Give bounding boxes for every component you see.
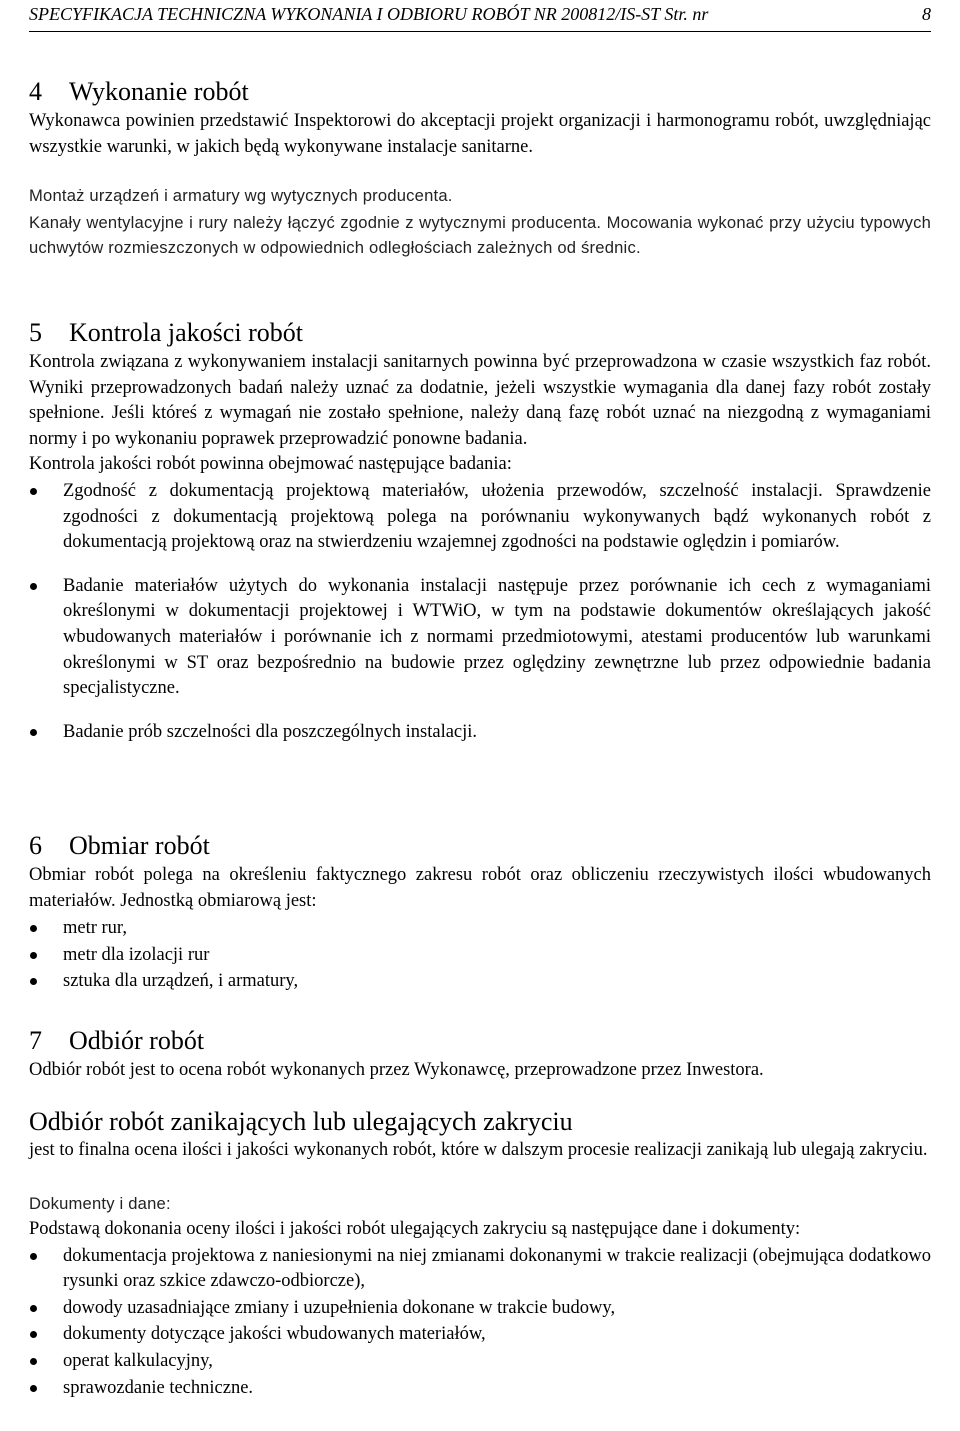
bullet-icon — [30, 1385, 37, 1392]
paragraph: Dokumenty i dane: — [29, 1194, 171, 1213]
section-title: Kontrola jakości robót — [69, 318, 303, 347]
list-item: dokumentacja projektowa z naniesionymi na niej zmianami dokonanymi w trakcie realizacji (obejmująca dodatkowo rysunki oraz szkice zdawczo-odbiorcze), — [29, 1244, 931, 1295]
list-item: dowody uzasadniające zmiany i uzupełnienia dokonane w trakcie budowy, — [29, 1296, 931, 1322]
list-item: operat kalkulacyjny, — [29, 1349, 931, 1375]
paragraph: Kontrola związana z wykonywaniem instalacji sanitarnych powinna być przeprowadzona w czasie wszystkich faz robót. Wyniki przeprowadzonych badań należy uznać za dodatnie, jeżeli wszystkie wymagania dla danej fazy robót zostały spełnione. Jeśli któreś z wymagań nie zostało spełnione, należy daną fazę robót uznać na niezgodną z wymaganiami normy i po wykonaniu poprawek przeprowadzić ponowne badania. — [29, 352, 931, 449]
bullet-icon — [30, 488, 37, 495]
bullet-icon — [30, 583, 37, 590]
paragraph: Kanały wentylacyjne i rury należy łączyć zgodnie z wytycznymi producenta. Mocowania wykonać przy użyciu typowych uchwytów rozmieszczonych w odpowiednich odległościach zależnych od średnic. — [29, 212, 931, 258]
section-6 — [29, 830, 931, 995]
bullet-icon — [30, 1331, 37, 1338]
documents-block — [29, 1217, 931, 1401]
bullet-icon — [30, 1253, 37, 1260]
list-item: metr dla izolacji rur — [29, 943, 931, 969]
list-item: sprawozdanie techniczne. — [29, 1376, 931, 1402]
section-4 — [29, 76, 931, 160]
list-item: Badanie materiałów użytych do wykonania instalacji następuje przez porównanie ich cech z wymaganiami określonymi w dokumentacji projektowej i WTWiO, w tym na podstawie dokumentów określających jakość wbudowanych materiałów i porównanie ich z normami przedmiotowymi, atestami producentów lub warunkami określonymi w ST oraz bezpośrednio na budowie przez oględziny zewnętrzne lub przez odpowiednie badania specjalistyczne. — [29, 574, 931, 702]
paragraph: Odbiór robót jest to ocena robót wykonanych przez Wykonawcę, przeprowadzone przez Inwestora. — [29, 1060, 764, 1080]
bullet-icon — [30, 978, 37, 985]
paragraph: Wykonawca powinien przedstawić Inspektorowi do akceptacji projekt organizacji i harmonogramu robót, uwzględniając wszystkie warunki, w jakich będą wykonywane instalacje sanitarne. — [29, 111, 931, 157]
section-number: 4 — [29, 77, 42, 106]
list-item: Zgodność z dokumentacją projektową materiałów, ułożenia przewodów, szczelność instalacji. Sprawdzenie zgodności z dokumentacją projektową polega na porównaniu wykonywanych bądź wykonanych robót z dokumentacją projektową oraz na stwierdzeniu wzajemnej zgodności na podstawie oględzin i pomiarów. — [29, 479, 931, 556]
list-item: dokumenty dotyczące jakości wbudowanych materiałów, — [29, 1322, 931, 1348]
section-title: Obmiar robót — [69, 831, 210, 860]
bullet-icon — [30, 1358, 37, 1365]
section-5-heading — [29, 317, 931, 349]
section-number: 5 — [29, 318, 42, 347]
section-number: 7 — [29, 1026, 42, 1055]
bullet-list — [29, 1244, 931, 1402]
section-4-notes — [29, 183, 931, 261]
section-number: 6 — [29, 831, 42, 860]
list-item: sztuka dla urządzeń, i armatury, — [29, 969, 931, 995]
list-item: Badanie prób szczelności dla poszczególnych instalacji. — [29, 720, 931, 746]
subsection-heading: Odbiór robót zanikających lub ulegających zakryciu — [29, 1107, 573, 1136]
section-6-heading — [29, 830, 931, 862]
section-title: Odbiór robót — [69, 1026, 205, 1055]
paragraph: jest to finalna ocena ilości i jakości wykonanych robót, które w dalszym procesie realizacji zanikają lub ulegają zakryciu. — [29, 1140, 928, 1160]
list-item: metr rur, — [29, 916, 931, 942]
header-title: SPECYFIKACJA TECHNICZNA WYKONANIA I ODBIORU ROBÓT NR 200812/IS-ST Str. nr — [29, 4, 709, 24]
paragraph: Kontrola jakości robót powinna obejmować następujące badania: — [29, 454, 512, 475]
documents-label-block — [29, 1191, 931, 1217]
section-4-heading — [29, 76, 931, 108]
paragraph: Podstawą dokonania oceny ilości i jakości robót ulegających zakryciu są następujące dane i dokumenty: — [29, 1219, 801, 1239]
section-7 — [29, 1025, 931, 1084]
bullet-icon — [30, 952, 37, 959]
bullet-icon — [30, 1305, 37, 1312]
bullet-list — [29, 916, 931, 995]
paragraph: Montaż urządzeń i armatury wg wytycznych producenta. — [29, 186, 453, 205]
section-7-heading — [29, 1025, 931, 1057]
header-rule — [29, 31, 931, 32]
page-number: 8 — [922, 4, 931, 24]
bullet-icon — [30, 729, 37, 736]
section-title: Wykonanie robót — [69, 77, 249, 106]
bullet-list — [29, 479, 931, 745]
subsection-covered-works — [29, 1106, 931, 1164]
paragraph: Obmiar robót polega na określeniu faktycznego zakresu robót oraz obliczeniu rzeczywistych ilości wbudowanych materiałów. Jednostką obmiarową jest: — [29, 865, 931, 911]
page-header — [29, 2, 931, 32]
section-5 — [29, 317, 931, 745]
bullet-icon — [30, 925, 37, 932]
